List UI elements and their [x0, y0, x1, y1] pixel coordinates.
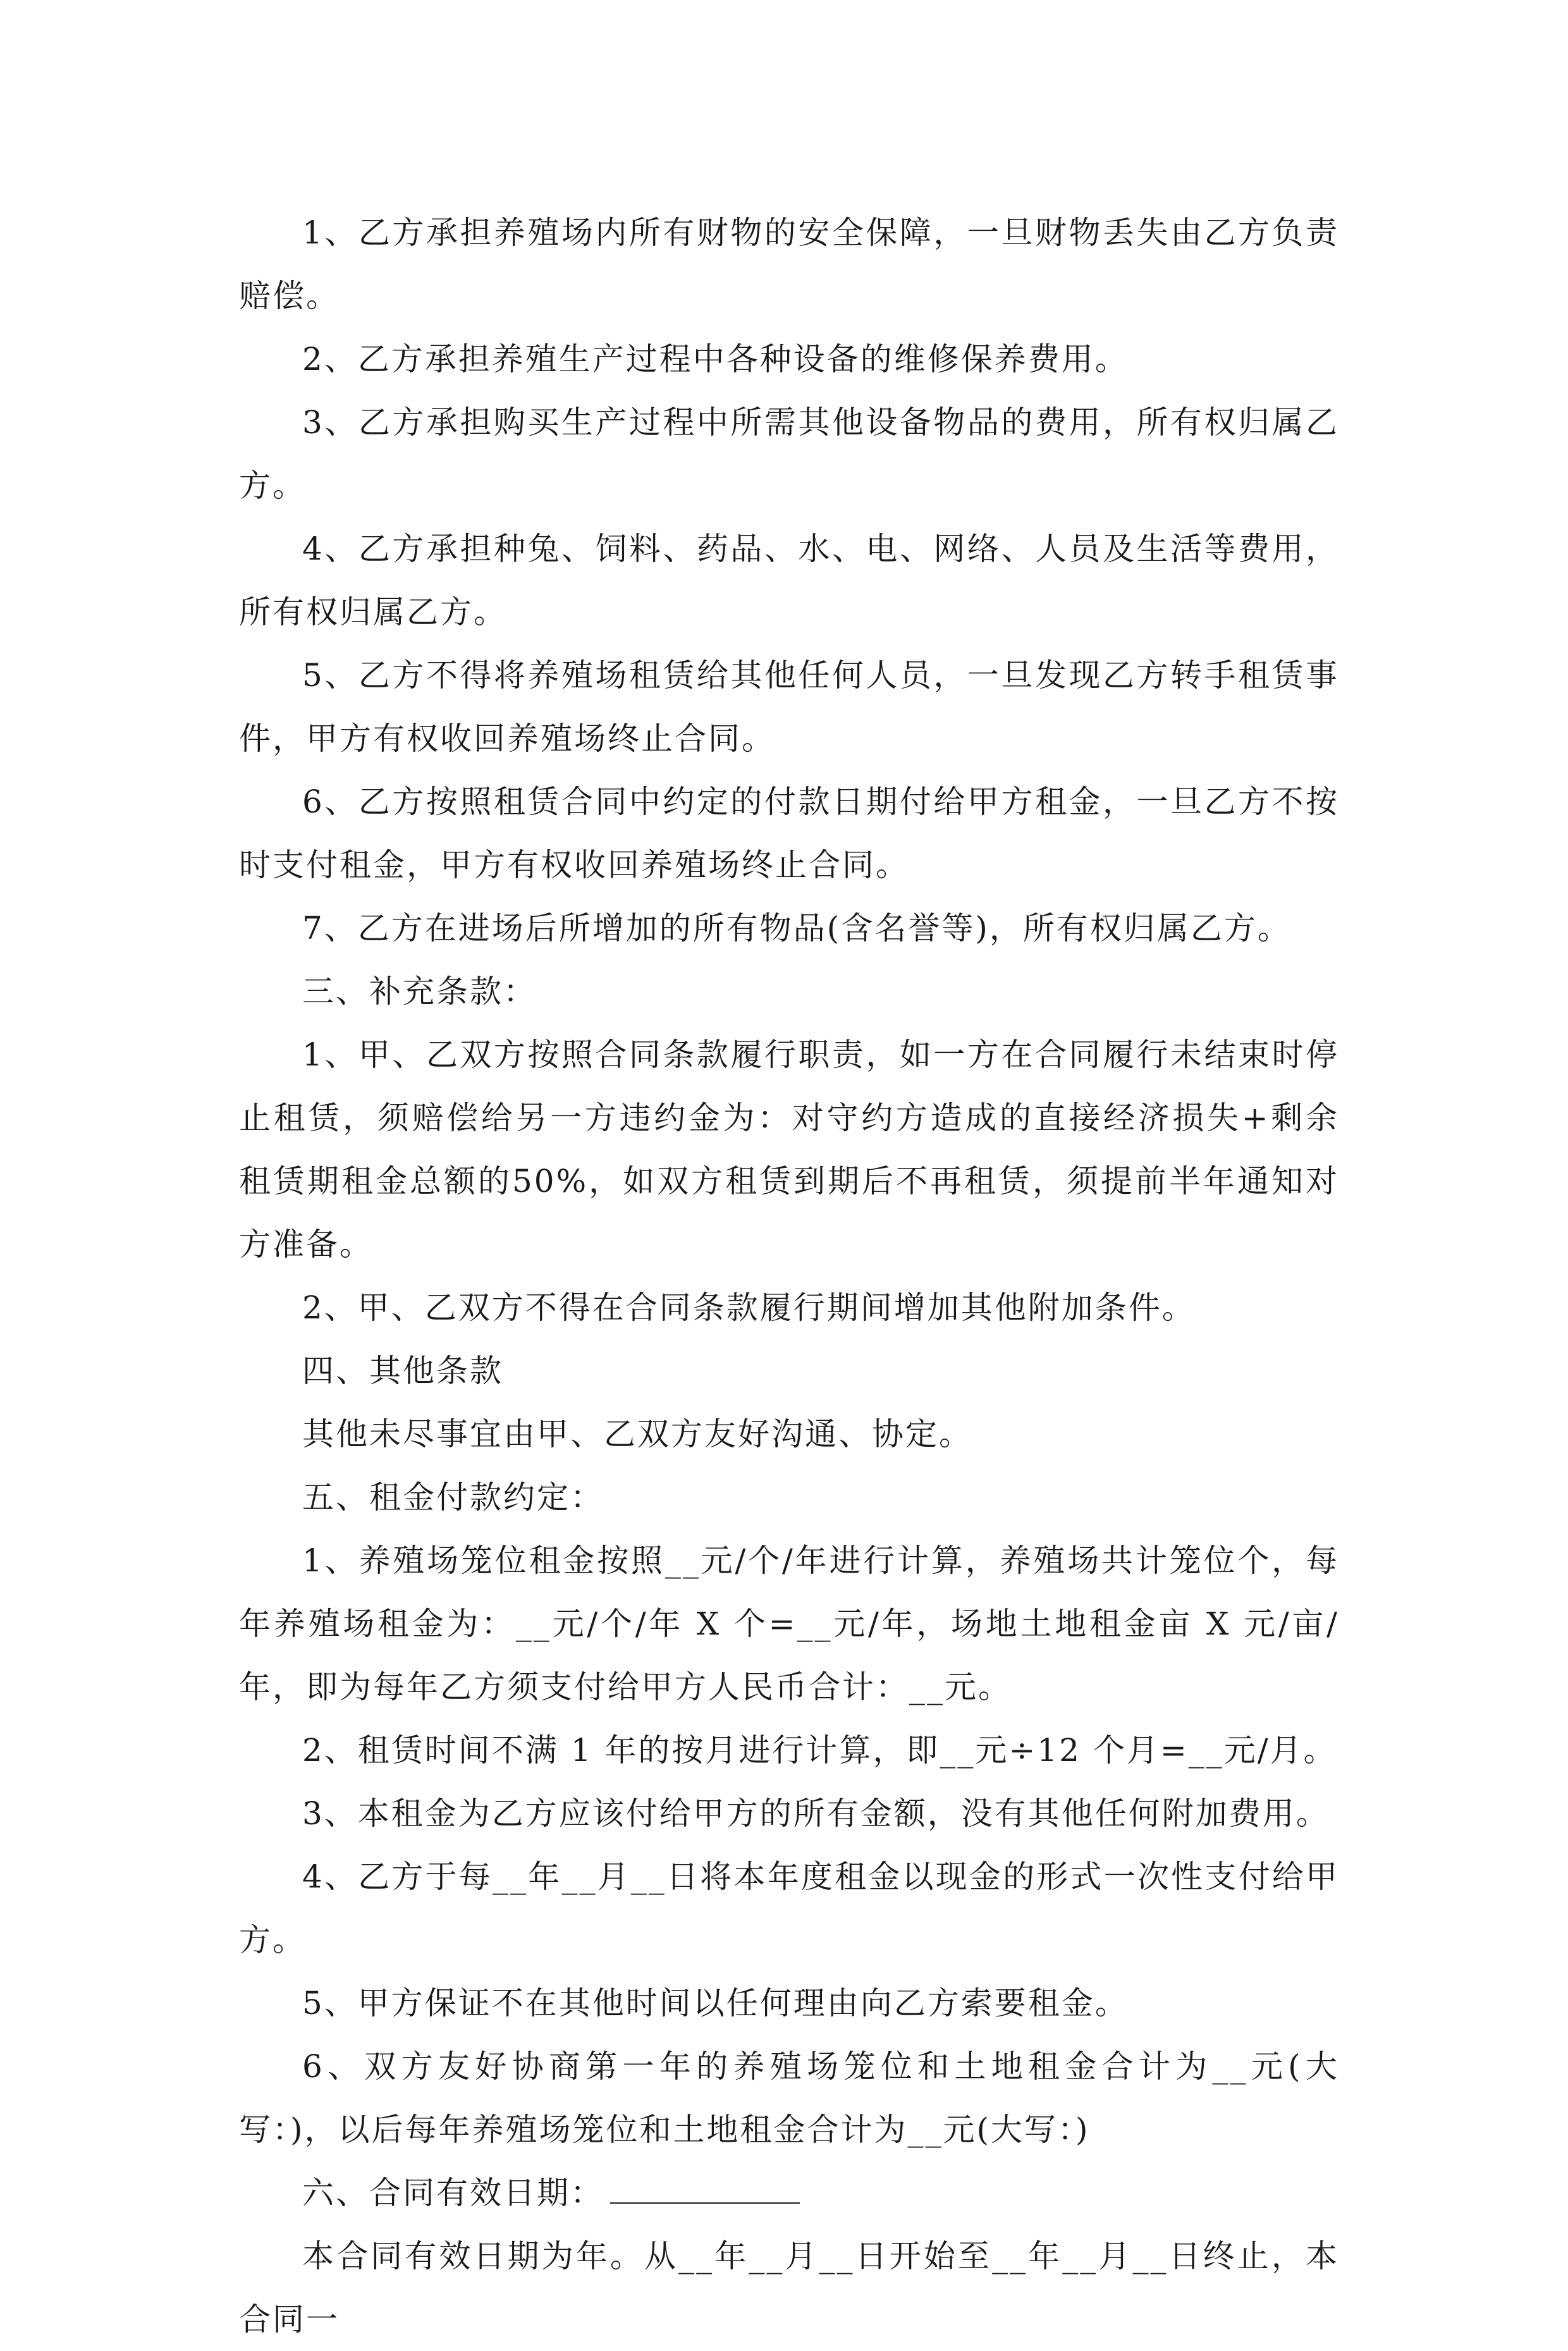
validity-clause: 本合同有效日期为年。从__年__月__日开始至__年__月__日终止，本合同一	[239, 2238, 1339, 2338]
rent-clause-3: 3、本租金为乙方应该付给甲方的所有金额，没有其他任何附加费用。	[302, 1795, 1330, 1832]
clause-3: 3、乙方承担购买生产过程中所需其他设备物品的费用，所有权归属乙方。	[239, 404, 1339, 504]
section-heading-rent-payment: 五、租金付款约定：	[302, 1479, 604, 1516]
rent-clause-4: 4、乙方于每__年__月__日将本年度租金以现金的形式一次性支付给甲方。	[239, 1858, 1339, 1958]
clause-1: 1、乙方承担养殖场内所有财物的安全保障，一旦财物丢失由乙方负责赔偿。	[239, 214, 1339, 314]
rent-clause-5: 5、甲方保证不在其他时间以任何理由向乙方索要租金。	[302, 1985, 1129, 2022]
clause-6: 6、乙方按照租赁合同中约定的付款日期付给甲方租金，一旦乙方不按时支付租金，甲方有权收回养殖场终止合同。	[239, 783, 1339, 883]
document-body	[239, 201, 1339, 2351]
other-clause: 其他未尽事宜由甲、乙双方友好沟通、协定。	[302, 1416, 972, 1452]
supplementary-clause-2: 2、甲、乙双方不得在合同条款履行期间增加其他附加条件。	[302, 1289, 1196, 1326]
clause-4: 4、乙方承担种兔、饲料、药品、水、电、网络、人员及生活等费用，所有权归属乙方。	[239, 531, 1339, 630]
validity-blank-line	[610, 2164, 800, 2204]
clause-5: 5、乙方不得将养殖场租赁给其他任何人员，一旦发现乙方转手租赁事件，甲方有权收回养殖场终止合同。	[239, 657, 1339, 757]
rent-clause-2: 2、租赁时间不满 1 年的按月进行计算，即__元÷12 个月=__元/月。	[302, 1732, 1337, 1769]
supplementary-clause-1: 1、甲、乙双方按照合同条款履行职责，如一方在合同履行未结束时停止租赁，须赔偿给另一方违约金为：对守约方造成的直接经济损失+剩余租赁期租金总额的50%，如双方租赁到期后不再租赁，须提前半年通知对方准备。	[239, 1036, 1339, 1263]
section-heading-validity	[239, 2161, 1339, 2225]
rent-clause-6: 6、双方友好协商第一年的养殖场笼位和土地租金合计为__元(大写：)，以后每年养殖场笼位和土地租金合计为__元(大写：)	[239, 2048, 1339, 2148]
rent-clause-1: 1、养殖场笼位租金按照__元/个/年进行计算，养殖场共计笼位个，每年养殖场租金为：__元/个/年 X 个=__元/年，场地土地租金亩 X 元/亩/年，即为每年乙方须支付给甲方人民币合计：__元。	[239, 1542, 1339, 1705]
clause-7: 7、乙方在进场后所增加的所有物品(含名誉等)，所有权归属乙方。	[302, 910, 1291, 947]
section-heading-supplementary: 三、补充条款：	[302, 973, 537, 1010]
section-heading-other: 四、其他条款	[302, 1353, 503, 1389]
clause-2: 2、乙方承担养殖生产过程中各种设备的维修保养费用。	[302, 341, 1129, 378]
validity-label: 六、合同有效日期：	[302, 2175, 604, 2211]
